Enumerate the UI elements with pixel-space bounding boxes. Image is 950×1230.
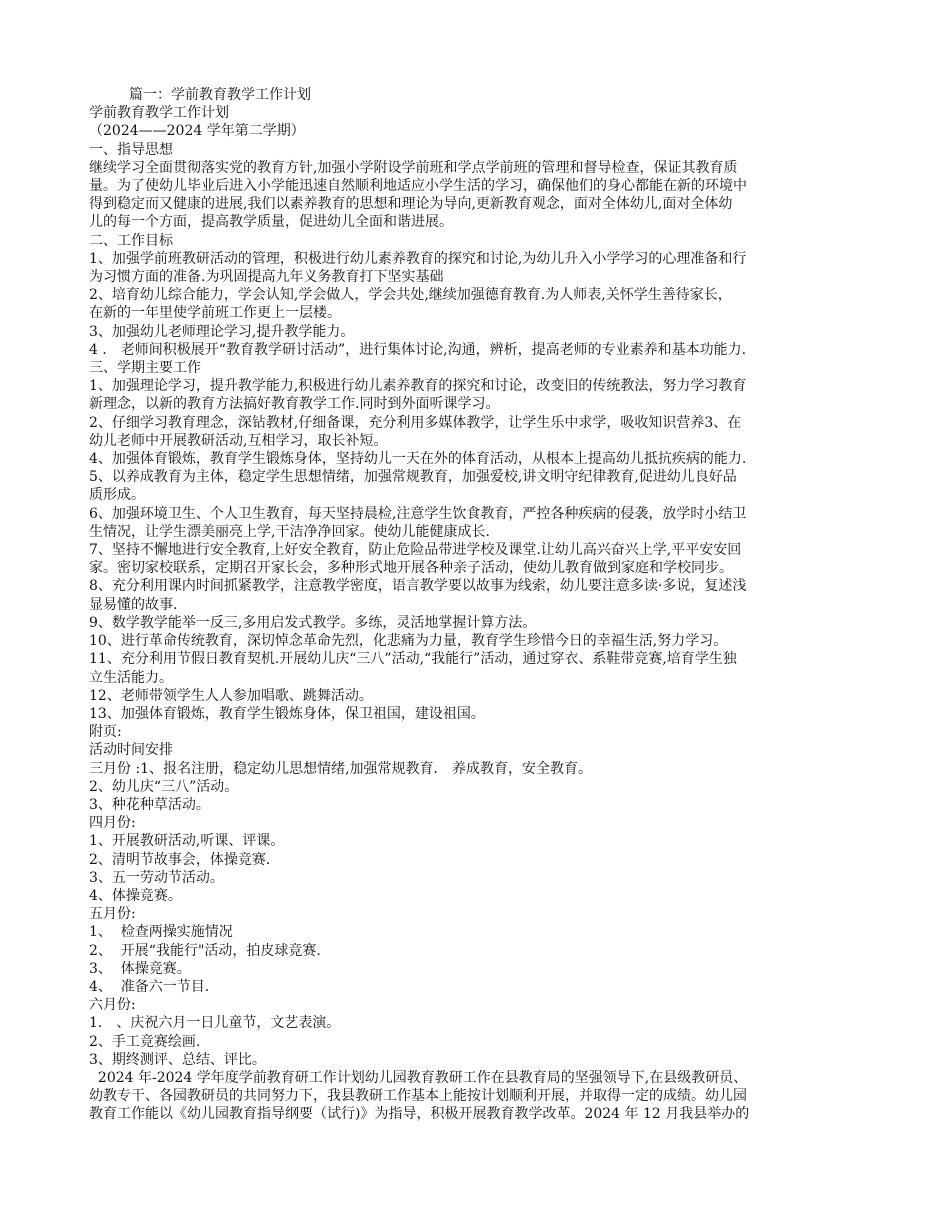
text-line: 幼儿老师中开展教研活动,互相学习，取长补短。 [89,432,388,449]
text-line: 11、充分利用节假日教育契机.开展幼儿庆“三八”活动,“我能行”活动，通过穿衣、系鞋带竞赛,培育学生独 [89,651,737,668]
schedule-item: 3、期终测评、总结、评比。 [89,1051,266,1068]
schedule-item: 2、幼儿庆“三八”活动。 [89,778,239,795]
doc-heading: 篇一：学前教育教学工作计划 [129,87,311,103]
schedule-item: 2、手工竞赛绘画. [89,1033,201,1050]
section-heading: 三、学期主要工作 [89,360,201,377]
text-line: 量。为了使幼儿毕业后进入小学能迅速自然顺利地适应小学生活的学习，确保他们的身心都能在新的环境中 [89,178,747,195]
section-heading: 一、指导思想 [89,141,173,158]
text-line: 1、加强学前班教研活动的管理，积极进行幼儿素养教育的探究和讨论,为幼儿升入小学学习的心理准备和行 [89,250,747,267]
schedule-item: 2、清明节故事会，体操竞赛. [89,851,271,868]
text-line: 质形成。 [89,487,145,504]
text-line: 2、仔细学习教育理念，深钻教材,仔细备课，充分利用多媒体教学，让学生乐中求学，吸收知识营养3、在 [89,414,742,431]
schedule-item: 4、 准备六一节目. [89,978,210,995]
document-body [89,86,879,1124]
section-heading: 二、工作目标 [89,232,173,249]
text-line: 4、加强体育锻炼，教育学生锻炼身体，坚持幼儿一天在外的体育活动，从根本上提高幼儿抵抗疾病的能力. [89,451,747,468]
text-line: 生情况，让学生漂美丽亮上学,干洁净净回家。使幼儿能健康成长. [89,523,490,540]
text-line: 在新的一年里使学前班工作更上一层楼。 [89,305,341,322]
text-line: 9、数学教学能举一反三,多用启发式教学。多练，灵活地掌握计算方法。 [89,614,537,631]
text-line: 13、加强体育锻炼，教育学生锻炼身体，保卫祖国，建设祖国。 [89,705,485,722]
month-heading: 五月份: [89,906,136,923]
text-line: 儿的每一个方面，提高教学质量，促进幼儿全面和谐进展。 [89,214,453,231]
schedule-item: 2、 开展“我能行"活动，拍皮球竞赛. [89,942,321,959]
appendix-heading: 附页: [89,724,122,741]
schedule-item: 3、五一劳动节活动。 [89,869,224,886]
schedule-heading: 活动时间安排 [89,742,173,759]
text-line: 7、坚持不懈地进行安全教育,上好安全教育，防止危险品带进学校及课堂.让幼儿高兴奋兴上学,平平安安回 [89,542,742,559]
schedule-item: 三月份 :1、报名注册，稳定幼儿思想情绪,加强常规教育． 养成教育，安全教育。 [89,760,592,777]
schedule-item: 3、 体操竞赛。 [89,960,191,977]
text-line: 12、老师带领学生人人参加唱歌、跳舞活动。 [89,687,373,704]
text-line: 8、充分利用课内时间抓紧教学，注意教学密度，语言教学要以故事为线索，幼儿要注意多读·多说，复述浅 [89,578,747,595]
schedule-item: 1、开展教研活动,听课、评课。 [89,833,285,850]
doc-title: 学前教育教学工作计划 [89,105,229,122]
text-line: 3、加强幼儿老师理论学习,提升教学能力。 [89,323,355,340]
text-line: 6、加强环境卫生、个人卫生教育，每天坚持晨检,注意学生饮食教育，严控各种疾病的侵袭，放学时小结卫 [89,505,747,522]
schedule-item: 1、 检查两操实施情况 [89,924,233,941]
text-line: 5、以养成教育为主体，稳定学生思想情绪，加强常规教育，加强爱校,讲文明守纪律教育,促进幼儿良好品 [89,469,737,486]
text-line: 幼教专干、各园教研员的共同努力下，我县教研工作基本上能按计划顺利开展，并取得一定的成绩。幼儿园 [89,1088,747,1105]
text-line: 新理念，以新的教育方法搞好教育教学工作.同时到外面听课学习。 [89,396,500,413]
text-line: 2、培育幼儿综合能力，学会认知,学会做人，学会共处,继续加强德育教育.为人师表,关怀学生善待家长， [89,287,732,304]
schedule-item: 1． 、庆祝六月一日儿童节，文艺表演。 [89,1015,341,1032]
text-line: 4 ． 老师间积极展开“教育教学研讨活动”，进行集体讨论,沟通，辨析，提高老师的专业素养和基本功能力. [89,341,747,358]
text-line: 为习惯方面的准备.为巩固提高九年义务教育打下坚实基础 [89,269,444,286]
text-line: 2024 年-2024 学年度学前教育研工作计划幼儿园教育教研工作在县教育局的坚强领导下,在县级教研员、 [89,1069,748,1086]
month-heading: 四月份: [89,815,136,832]
text-line: 教育工作能以《幼儿园教育指导纲要（试行)》为指导，积极开展教育教学改革。2024 年 12 月我县举办的 [89,1106,750,1123]
text-line: 10、进行革命传统教育，深切悼念革命先烈，化悲痛为力量，教育学生珍惜今日的幸福生活,努力学习。 [89,633,728,650]
text-line: 显易懂的故事. [89,596,178,613]
schedule-item: 3、种花种草活动。 [89,796,210,813]
month-heading: 六月份: [89,997,136,1014]
doc-subtitle: （2024——2024 学年第二学期） [89,123,305,140]
text-line: 继续学习全面贯彻落实党的教育方针,加强小学附设学前班和学点学前班的管理和督导检查，保证其教育质 [89,159,738,176]
text-line: 家。密切家校联系，定期召开家长会，多种形式地开展各种亲子活动，使幼儿教育做到家庭和学校同步。 [89,560,733,577]
text-line: 得到稳定而又健康的进展,我们以素养教育的思想和理论为导向,更新教育观念，面对全体幼儿,面对全体幼 [89,196,733,213]
text-line: 立生活能力。 [89,669,173,686]
text-line: 1、加强理论学习，提升教学能力,积极进行幼儿素养教育的探究和讨论，改变旧的传统教法，努力学习教育 [89,378,747,395]
schedule-item: 4、体操竞赛。 [89,887,182,904]
